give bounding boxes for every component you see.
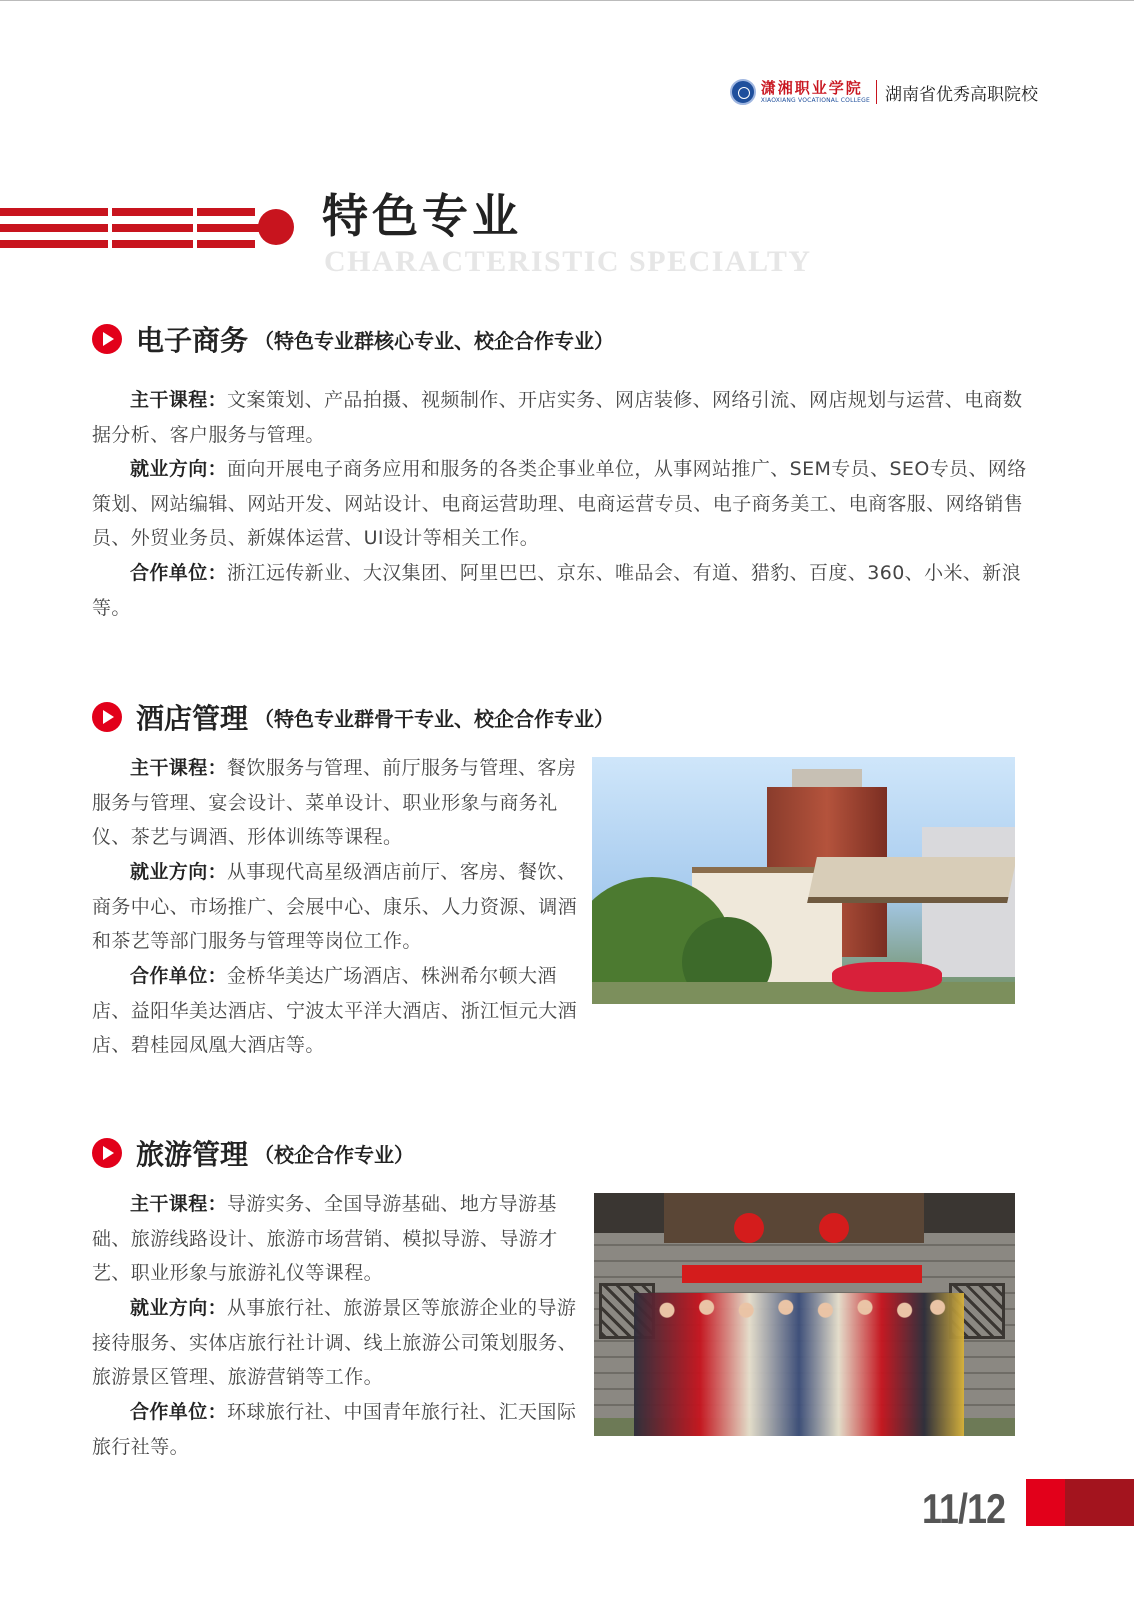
lantern: [734, 1213, 764, 1243]
header-divider: [876, 80, 877, 104]
paragraph-text: 环球旅行社、中国青年旅行社、汇天国际旅行社等。: [92, 1401, 577, 1458]
paragraph-label: 就业方向：: [130, 1297, 228, 1319]
section-paragraph: [92, 751, 582, 855]
section-name: 酒店管理: [136, 702, 249, 735]
paragraph-label: 主干课程：: [130, 389, 228, 411]
ground: [592, 982, 1015, 1004]
section-subtitle: （特色专业群核心专业、校企合作专业）: [254, 328, 615, 353]
paragraph-text: 文案策划、产品拍摄、视频制作、开店实务、网店装修、网络引流、网店规划与运营、电商数据分析、客户服务与管理。: [92, 389, 1023, 446]
lantern: [819, 1213, 849, 1243]
section-paragraph: [92, 1395, 584, 1464]
paragraph-text: 从事旅行社、旅游景区等旅游企业的导游接待服务、实体店旅行社计调、线上旅游公司策划服务、旅游景区管理、旅游营销等工作。: [92, 1297, 578, 1388]
paragraph-label: 主干课程：: [130, 1193, 228, 1215]
paragraph-label: 就业方向：: [130, 458, 228, 480]
college-logo: [760, 78, 870, 104]
section-paragraph: [92, 452, 1032, 556]
stripe: [0, 224, 260, 232]
stripe-gap: [108, 208, 112, 248]
paragraph-text: 从事现代高星级酒店前厅、客房、餐饮、商务中心、市场推广、会展中心、康乐、人力资源、调酒和茶艺等部门服务与管理等岗位工作。: [92, 861, 578, 952]
paragraph-text: 浙江远传新业、大汉集团、阿里巴巴、京东、唯品会、有道、猎豹、百度、360、小米、新浪等。: [92, 562, 1022, 619]
student-group: [634, 1293, 964, 1436]
hotel-entrance-canopy: [807, 857, 1015, 903]
section-paragraph: [92, 383, 1032, 452]
stripe: [0, 240, 255, 248]
hotel-photo: [592, 757, 1015, 1004]
section-paragraph: [92, 1187, 584, 1291]
paragraph-label: 主干课程：: [130, 757, 228, 779]
title-decoration-dot: [258, 209, 294, 245]
paragraph-text: 金桥华美达广场酒店、株洲希尔顿大酒店、益阳华美达酒店、宁波太平洋大酒店、浙江恒元大酒店、碧桂园凤凰大酒店等。: [92, 965, 578, 1056]
paragraph-label: 就业方向：: [130, 861, 228, 883]
header-slogan: 湖南省优秀高职院校: [885, 84, 1038, 105]
red-banner: [682, 1265, 922, 1283]
page-title: 特色专业: [322, 189, 522, 243]
play-bullet-icon: [92, 324, 122, 354]
stripe-gap: [193, 208, 197, 248]
footer-red-block: [1026, 1479, 1065, 1526]
section-paragraph: [92, 855, 582, 959]
page-title-english: CHARACTERISTIC SPECIALTY: [324, 245, 812, 278]
paragraph-text: 餐饮服务与管理、前厅服务与管理、客房服务与管理、宴会设计、菜单设计、职业形象与商务礼仪、茶艺与调酒、形体训练等课程。: [92, 757, 577, 848]
title-decoration-stripes: [0, 208, 280, 248]
section-subtitle: （校企合作专业）: [254, 1142, 415, 1167]
gate-beam: [664, 1193, 924, 1243]
paragraph-text: 面向开展电子商务应用和服务的各类企事业单位，从事网站推广、SEM专员、SEO专员、网络策划、网站编辑、网站开发、网站设计、电商运营助理、电商运营专员、电子商务美工、电商客服、网络销售员、外贸业务员、新媒体运营、UI设计等相关工作。: [92, 458, 1027, 549]
section-heading-hotel: [92, 697, 614, 737]
section-heading-tourism: [92, 1133, 414, 1173]
college-logo-name: 潇湘职业学院: [760, 78, 863, 97]
college-logo-english: XIAOXIANG VOCATIONAL COLLEGE: [760, 96, 870, 104]
section-paragraph: [92, 1291, 584, 1395]
section-paragraph: [92, 556, 1032, 625]
page-number: 11/12: [922, 1485, 1006, 1532]
section-subtitle: （特色专业群骨干专业、校企合作专业）: [254, 706, 615, 731]
section-name: 旅游管理: [136, 1138, 249, 1171]
play-bullet-icon: [92, 702, 122, 732]
page-header: [730, 77, 1038, 107]
section-paragraph: [92, 959, 582, 1063]
college-seal-icon: [730, 79, 756, 105]
stripe: [0, 208, 255, 216]
paragraph-label: 合作单位：: [130, 965, 228, 987]
paragraph-label: 合作单位：: [130, 562, 228, 584]
section-name: 电子商务: [136, 324, 249, 357]
paragraph-label: 合作单位：: [130, 1401, 228, 1423]
play-bullet-icon: [92, 1138, 122, 1168]
paragraph-text: 导游实务、全国导游基础、地方导游基础、旅游线路设计、旅游市场营销、模拟导游、导游才艺、职业形象与旅游礼仪等课程。: [92, 1193, 558, 1284]
tourism-group-photo: [594, 1193, 1015, 1436]
section-heading-ecommerce: [92, 319, 614, 359]
footer-dark-red-block: [1065, 1479, 1134, 1526]
flower-bed: [832, 962, 942, 992]
top-border-line: [0, 0, 1134, 1]
